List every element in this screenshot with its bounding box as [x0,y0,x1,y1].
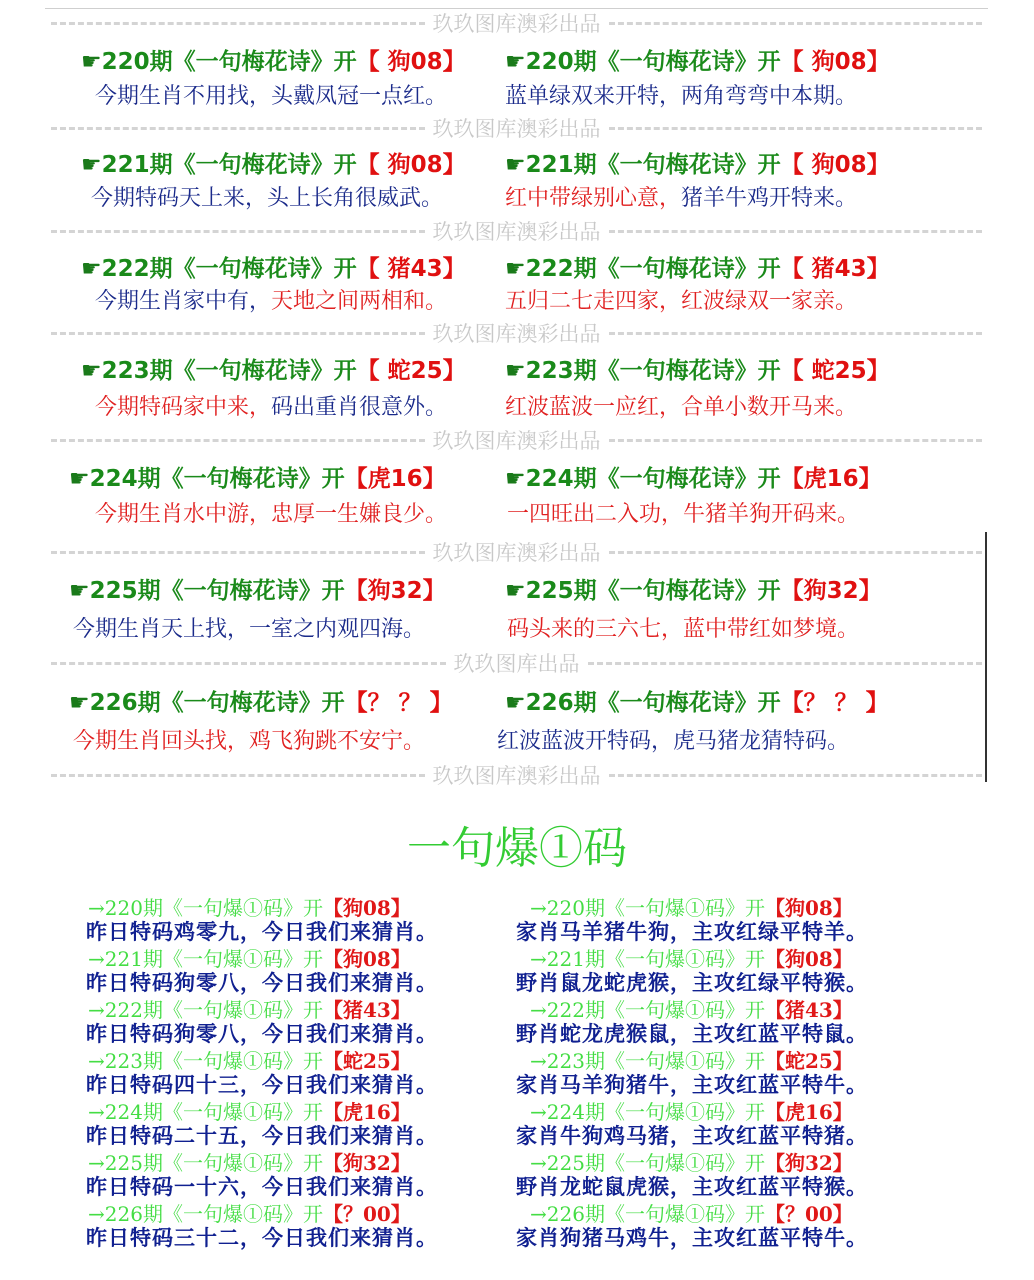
separator-dash [588,662,983,665]
pointing-hand-icon: ☛ [81,358,102,384]
verse-left [73,724,425,755]
code-title-row [78,994,948,1022]
poem-title: 《一句梅花诗》开 [160,690,345,716]
period-number: 220期 [546,896,605,920]
period-number: 221期 [104,947,163,971]
result-badge: 【狗08】 [322,896,411,920]
arrow-icon: → [88,1100,105,1124]
period-title-row [45,352,988,386]
verse-left [91,181,443,212]
period-number: 222期 [525,256,597,282]
result-badge: 【蛇25】 [322,1049,411,1073]
verse-segment: 一四旺出二入功，牛猪羊狗开码来。 [507,502,860,527]
period-title-row [45,250,988,284]
poem-title: 《一句梅花诗》开 [160,466,345,492]
arrow-icon: → [88,998,105,1022]
code-title-row [78,892,948,920]
separator-dash [51,774,425,777]
code-verse-left: 昨日特码二十五，今日我们来猜肖。 [86,1123,438,1148]
result-badge: 【虎16】 [344,466,446,492]
verse-segment: 今期生肖天上找，一室之内观四海。 [73,617,426,642]
arrow-icon: → [530,1151,547,1175]
arrow-icon: → [530,1100,547,1124]
separator-dash [609,230,983,233]
code-verse-right: 家肖马羊狗猪牛，主攻红蓝平特牛。 [516,1072,868,1097]
verse-segment: 码头来的三六七，蓝中带红如梦境。 [507,617,860,642]
code-title: 《一句爆①码》开 [604,1100,765,1124]
period-number: 226期 [525,690,597,716]
poem-title: 《一句梅花诗》开 [596,690,781,716]
separator-dash [51,230,425,233]
period-title-left [81,43,466,76]
code-verse-right: 家肖狗猪马鸡牛，主攻红蓝平特牛。 [516,1225,868,1250]
code-section [78,888,948,1258]
period-number: 226期 [89,690,161,716]
arrow-icon: → [530,896,547,920]
code-title-row [78,943,948,971]
verse-segment: 今期生肖水中游，忠厚一生嫌良少。 [95,502,448,527]
period-title-right [505,572,882,605]
separator-dash [609,22,983,25]
period-number: 220期 [104,896,163,920]
code-verse-row [78,967,948,993]
code-verse-left: 昨日特码狗零八，今日我们来猜肖。 [86,970,438,995]
period-title-left [81,352,466,385]
period-title-right [505,460,882,493]
period-number: 222期 [101,256,173,282]
period-number: 224期 [525,466,597,492]
period-title-left [69,572,446,605]
verse-segment: 红波蓝波开特码，虎马猪龙猜特码。 [497,729,850,754]
poem-section [45,0,988,788]
separator-text: 玖玖图库出品 [453,652,580,676]
period-title-row [45,572,988,606]
period-number: 226期 [546,1202,605,1226]
code-title: 《一句爆①码》开 [604,998,765,1022]
separator [45,113,988,143]
pointing-hand-icon: ☛ [505,49,526,75]
code-title: 《一句爆①码》开 [162,1202,323,1226]
verse-segment: 今期生肖回头找，鸡飞狗跳不安宁。 [73,729,426,754]
separator-dash [51,662,446,665]
poem-title: 《一句梅花诗》开 [172,49,357,75]
code-title: 《一句爆①码》开 [162,1151,323,1175]
result-badge: 【 狗08】 [780,49,890,75]
code-title: 《一句爆①码》开 [604,896,765,920]
verse-right [505,284,857,315]
result-badge: 【狗32】 [764,1151,853,1175]
period-number: 225期 [104,1151,163,1175]
code-title-row [78,1096,948,1124]
code-title: 《一句爆①码》开 [162,947,323,971]
pointing-hand-icon: ☛ [505,466,526,492]
result-badge: 【狗32】 [322,1151,411,1175]
verse-right [507,612,859,643]
period-number: 222期 [104,998,163,1022]
code-title-row [78,1198,948,1226]
result-badge: 【蛇25】 [764,1049,853,1073]
code-verse-row [78,1120,948,1146]
result-badge: 【虎16】 [764,1100,853,1124]
arrow-icon: → [530,947,547,971]
code-title-row [78,1147,948,1175]
arrow-icon: → [88,1202,105,1226]
poem-title: 《一句梅花诗》开 [596,358,781,384]
separator-dash [609,332,983,335]
verse-right [505,79,857,110]
period-number: 225期 [525,578,597,604]
verse-row [45,724,988,758]
arrow-icon: → [88,947,105,971]
separator-dash [609,439,983,442]
period-number: 221期 [546,947,605,971]
result-badge: 【狗08】 [764,896,853,920]
period-number: 220期 [525,49,597,75]
code-verse-right: 野肖蛇龙虎猴鼠，主攻红蓝平特鼠。 [516,1021,868,1046]
poem-title: 《一句梅花诗》开 [596,256,781,282]
code-verse-right: 家肖牛狗鸡马猪，主攻红蓝平特猪。 [516,1123,868,1148]
pointing-hand-icon: ☛ [505,690,526,716]
result-badge: 【 猪43】 [780,256,890,282]
period-number: 224期 [104,1100,163,1124]
result-badge: 【狗32】 [344,578,446,604]
poem-title: 《一句梅花诗》开 [160,578,345,604]
arrow-icon: → [88,1049,105,1073]
verse-segment: 码出重肖很意外。 [271,395,448,420]
period-title-left [69,460,446,493]
separator [45,216,988,246]
pointing-hand-icon: ☛ [69,578,90,604]
arrow-icon: → [530,1202,547,1226]
code-verse-row [78,1222,948,1248]
verse-right [505,181,857,212]
separator [45,8,988,38]
period-title-left [69,684,453,717]
separator-dash [609,127,983,130]
verse-left [95,497,447,528]
period-title-row [45,43,988,77]
separator-text: 玖玖图库澳彩出品 [432,541,601,565]
separator-dash [609,551,983,554]
arrow-icon: → [88,896,105,920]
section-heading: 一句爆①码 [407,823,627,874]
code-verse-right: 野肖龙蛇鼠虎猴，主攻红蓝平特猴。 [516,1174,868,1199]
verse-segment: 猪羊牛鸡开特来。 [681,186,858,211]
code-verse-row [78,1018,948,1044]
poem-title: 《一句梅花诗》开 [596,466,781,492]
result-badge: 【 蛇25】 [780,358,890,384]
verse-row [45,79,988,113]
separator-dash [51,332,425,335]
code-title-row [78,1045,948,1073]
result-badge: 【 狗08】 [356,152,466,178]
separator [45,537,988,567]
result-badge: 【虎16】 [780,466,882,492]
period-number: 226期 [104,1202,163,1226]
code-verse-left: 昨日特码鸡零九，今日我们来猜肖。 [86,919,438,944]
period-title-row [45,460,988,494]
verse-row [45,181,988,215]
poem-title: 《一句梅花诗》开 [596,152,781,178]
result-badge: 【？00】 [764,1202,853,1226]
separator-text: 玖玖图库澳彩出品 [432,12,601,36]
pointing-hand-icon: ☛ [69,466,90,492]
verse-right [497,724,849,755]
separator-dash [609,774,983,777]
arrow-icon: → [530,998,547,1022]
pointing-hand-icon: ☛ [69,690,90,716]
poem-title: 《一句梅花诗》开 [596,578,781,604]
verse-row [45,497,988,531]
pointing-hand-icon: ☛ [81,49,102,75]
period-title-left [81,250,466,283]
verse-right [505,390,857,421]
result-badge: 【 狗08】 [356,49,466,75]
verse-segment: 今期生肖不用找，头戴凤冠一点红。 [95,84,448,109]
separator-dash [51,22,425,25]
separator-text: 玖玖图库澳彩出品 [432,117,601,141]
period-number: 220期 [101,49,173,75]
separator-dash [51,439,425,442]
verse-segment: 五归二七走四家，红波绿双一家亲。 [505,289,858,314]
period-number: 223期 [525,358,597,384]
separator [45,318,988,348]
period-title-right [505,684,889,717]
result-badge: 【虎16】 [322,1100,411,1124]
period-number: 222期 [546,998,605,1022]
code-verse-left: 昨日特码三十二，今日我们来猜肖。 [86,1225,438,1250]
verse-segment: 蓝单绿双来开特，两角弯弯中本期。 [505,84,858,109]
code-verse-left: 昨日特码四十三，今日我们来猜肖。 [86,1072,438,1097]
code-title: 《一句爆①码》开 [162,1100,323,1124]
result-badge: 【？ ？ 】 [344,690,453,716]
result-badge: 【猪43】 [764,998,853,1022]
code-verse-row [78,1171,948,1197]
separator [45,425,988,455]
code-title: 《一句爆①码》开 [604,1202,765,1226]
code-verse-row [78,1069,948,1095]
code-title: 《一句爆①码》开 [162,896,323,920]
poem-title: 《一句梅花诗》开 [172,256,357,282]
arrow-icon: → [530,1049,547,1073]
pointing-hand-icon: ☛ [505,152,526,178]
period-number: 225期 [546,1151,605,1175]
separator-dash [51,127,425,130]
period-title-left [81,146,466,179]
separator [45,760,988,790]
verse-segment: 天地之间两相和。 [271,289,448,314]
verse-left [95,79,447,110]
verse-segment: 红中带绿别心意， [505,186,682,211]
verse-left [73,612,425,643]
result-badge: 【狗32】 [780,578,882,604]
separator-text: 玖玖图库澳彩出品 [432,764,601,788]
verse-row [45,390,988,424]
verse-segment: 红波蓝波一应红，合单小数开马来。 [505,395,858,420]
verse-row [45,612,988,646]
poem-title: 《一句梅花诗》开 [172,358,357,384]
period-number: 221期 [525,152,597,178]
result-badge: 【？ ？ 】 [780,690,889,716]
result-badge: 【 狗08】 [780,152,890,178]
result-badge: 【猪43】 [322,998,411,1022]
poem-title: 《一句梅花诗》开 [596,49,781,75]
period-number: 223期 [101,358,173,384]
verse-right [507,497,859,528]
code-verse-right: 家肖马羊猪牛狗，主攻红绿平特羊。 [516,919,868,944]
code-title: 《一句爆①码》开 [162,998,323,1022]
pointing-hand-icon: ☛ [505,358,526,384]
result-badge: 【狗08】 [764,947,853,971]
code-verse-row [78,916,948,942]
code-verse-right: 野肖鼠龙蛇虎猴，主攻红绿平特猴。 [516,970,868,995]
period-number: 223期 [546,1049,605,1073]
pointing-hand-icon: ☛ [81,256,102,282]
pointing-hand-icon: ☛ [505,578,526,604]
arrow-icon: → [88,1151,105,1175]
separator [45,648,988,678]
period-title-right [505,352,890,385]
period-number: 225期 [89,578,161,604]
code-title: 《一句爆①码》开 [604,947,765,971]
verse-segment: 今期生肖家中有， [95,289,272,314]
period-number: 224期 [89,466,161,492]
period-title-right [505,146,890,179]
verse-row [45,284,988,318]
verse-left [95,390,447,421]
period-title-row [45,146,988,180]
code-title: 《一句爆①码》开 [604,1151,765,1175]
separator-text: 玖玖图库澳彩出品 [432,220,601,244]
period-number: 223期 [104,1049,163,1073]
code-verse-left: 昨日特码狗零八，今日我们来猜肖。 [86,1021,438,1046]
code-title: 《一句爆①码》开 [604,1049,765,1073]
result-badge: 【狗08】 [322,947,411,971]
period-title-row [45,684,988,718]
result-badge: 【 蛇25】 [356,358,466,384]
result-badge: 【？00】 [322,1202,411,1226]
pointing-hand-icon: ☛ [505,256,526,282]
separator-text: 玖玖图库澳彩出品 [432,429,601,453]
separator-dash [51,551,425,554]
period-number: 224期 [546,1100,605,1124]
separator-text: 玖玖图库澳彩出品 [432,322,601,346]
period-title-right [505,43,890,76]
code-title: 《一句爆①码》开 [162,1049,323,1073]
period-number: 221期 [101,152,173,178]
result-badge: 【 猪43】 [356,256,466,282]
poem-title: 《一句梅花诗》开 [172,152,357,178]
period-title-right [505,250,890,283]
pointing-hand-icon: ☛ [81,152,102,178]
verse-segment: 今期特码家中来， [95,395,272,420]
code-verse-left: 昨日特码一十六，今日我们来猜肖。 [86,1174,438,1199]
verse-left [95,284,447,315]
verse-segment: 今期特码天上来，头上长角很威武。 [91,186,444,211]
